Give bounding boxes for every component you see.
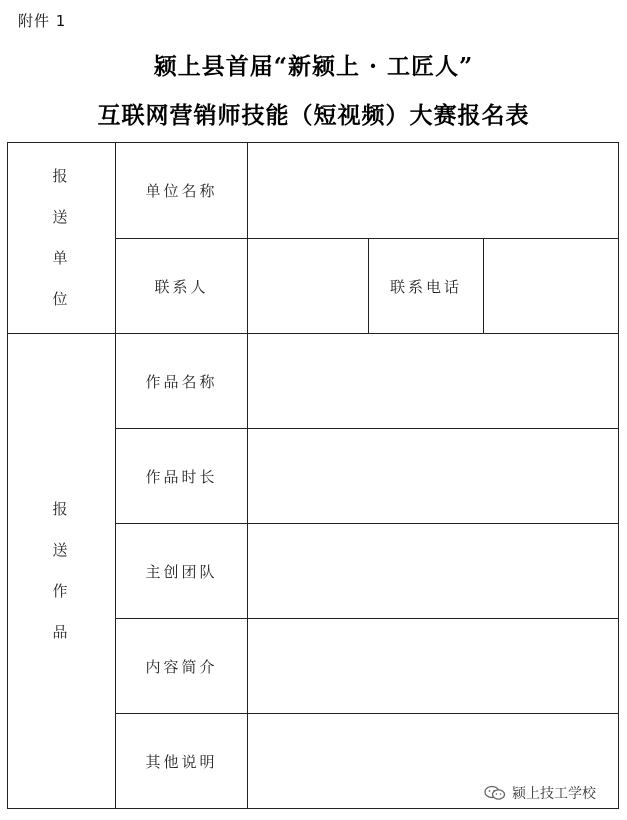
work-name-label: 作品名称: [116, 334, 248, 429]
contact-phone-field[interactable]: [484, 239, 619, 334]
wechat-icon: [484, 785, 506, 801]
watermark-text: 颍上技工学校: [512, 786, 596, 802]
annex-label: 附件 1: [18, 12, 67, 30]
watermark: [484, 781, 596, 805]
work-duration-label: 作品时长: [116, 429, 248, 524]
table-row: [8, 143, 619, 239]
section-unit-label: [8, 143, 116, 334]
summary-label: 内容简介: [116, 619, 248, 714]
work-name-field[interactable]: [248, 334, 619, 429]
other-notes-label: 其他说明: [116, 714, 248, 809]
section-char: 品: [52, 623, 71, 641]
section-char: 报: [52, 167, 71, 185]
unit-name-label: 单位名称: [116, 143, 248, 239]
contact-phone-label: 联系电话: [369, 239, 484, 334]
contact-person-label: 联系人: [116, 239, 248, 334]
section-char: 作: [52, 582, 71, 600]
summary-field[interactable]: [248, 619, 619, 714]
table-row: [8, 334, 619, 429]
section-work-label: [8, 334, 116, 809]
team-field[interactable]: [248, 524, 619, 619]
section-char: 位: [52, 290, 71, 308]
section-char: 送: [52, 208, 71, 226]
form-title-line2: 互联网营销师技能（短视频）大赛报名表: [97, 102, 530, 129]
section-char: 报: [52, 500, 71, 518]
contact-person-field[interactable]: [248, 239, 369, 334]
unit-name-field[interactable]: [248, 143, 619, 239]
form-title-line1: 颍上县首届“新颍上 · 工匠人”: [153, 53, 474, 80]
section-char: 单: [52, 249, 71, 267]
section-char: 送: [52, 541, 71, 559]
team-label: 主创团队: [116, 524, 248, 619]
registration-table: [7, 142, 619, 809]
work-duration-field[interactable]: [248, 429, 619, 524]
